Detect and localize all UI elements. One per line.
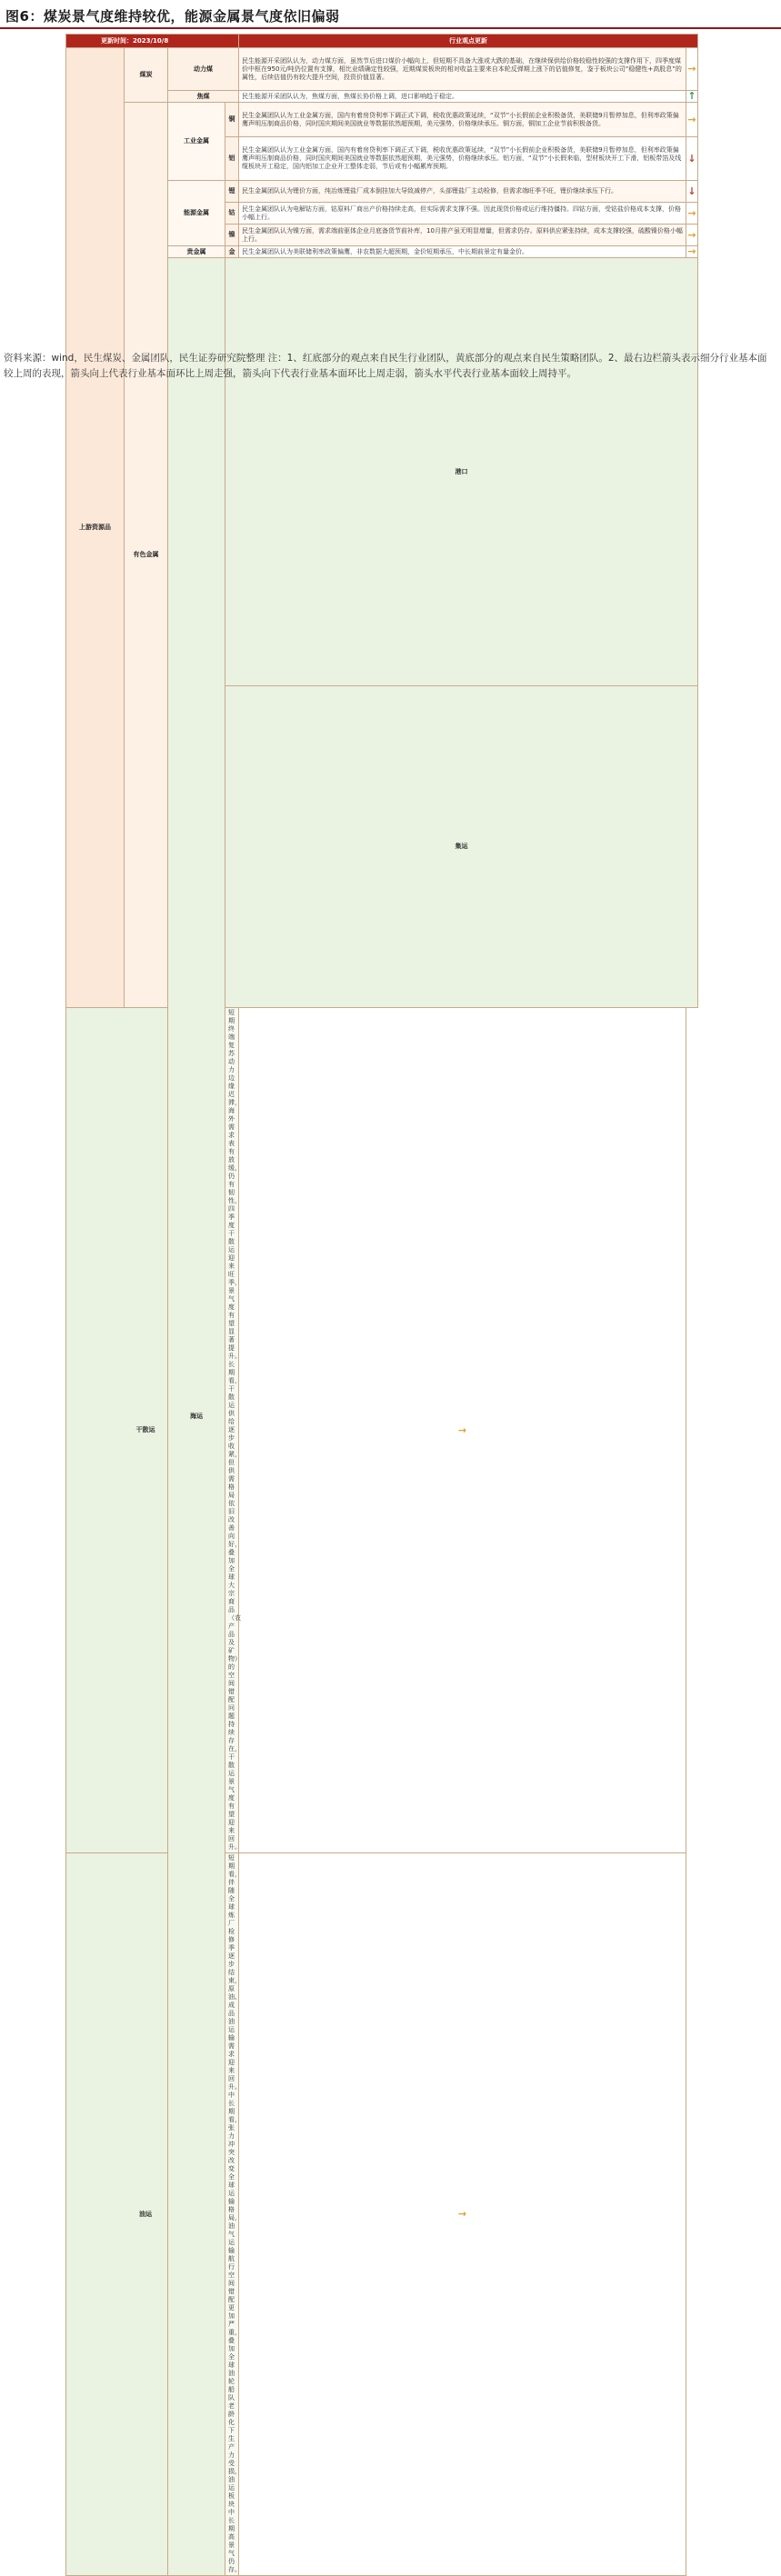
trend-flat-icon: → (687, 228, 696, 241)
trend-flat-icon: → (457, 1423, 467, 1436)
row-label: 金 (225, 246, 239, 258)
row-label: 动力煤 (168, 48, 239, 91)
industry-view-table (65, 34, 698, 2576)
row-label: 钴 (225, 203, 239, 225)
trend-up-icon: ↑ (687, 90, 696, 102)
viewpoint-header: 行业观点更新 (239, 35, 698, 48)
trend-cell (686, 225, 698, 246)
trend-cell (686, 137, 698, 181)
table-row (66, 1853, 698, 2576)
row-text: 民生金属团队认为工业金属方面，国内有着房贷利率下调正式下调，税收优惠政策延续，“双节”小长假前企业积极备货，美联储9月暂停加息，但利率政策偏鹰声明压制商品价格，同时国庆期间美国就业等数据依然超预期，美元强势，价格继续承压。铜方面，铜加工企业节前积极备货。 (239, 103, 686, 137)
row-text: 短期看，伴随全球炼厂检修季逐步结束，原油、成品油运输需求迎来回升。中长期看，张力冲突改变全球运输格局，油气运输航行空间错配更加严重，叠加全球油轮船队老龄化下生产力受损，油运板块中长期高景气仍存。 (225, 1853, 239, 2576)
row-text: 民生金属团队认为电解钴方面，钴原料厂商出产价格持续走高，但实际需求支撑不强。因此现货价格或运行维持僵持。四钴方面，受钴盐价格成本支撑，价格小幅上行。 (239, 203, 686, 225)
category-upstream: 上游资源品 (66, 48, 125, 1008)
row-label: 港口 (225, 258, 698, 686)
trend-flat-icon: → (457, 2208, 467, 2220)
row-text: 民生能源开采团队认为，焦煤方面，焦煤长协价格上调，进口影响趋于稳定。 (239, 91, 686, 103)
trend-cell (686, 48, 698, 91)
trend-cell (239, 1853, 686, 2576)
title-rule (0, 27, 781, 29)
category-shipping: 海运 (168, 258, 225, 2576)
row-text: 民生金属团队认为镍方面，需求端前驱体企业月底备货节前补库，10月排产虽无明显增量，但需求仍存。原料供应紧张持续，成本支撑较强，硫酸镍价格小幅上行。 (239, 225, 686, 246)
row-label: 锂 (225, 181, 239, 203)
row-text: 民生金属团队认为工业金属方面，国内有着房贷利率下调正式下调，税收优惠政策延续，“双节”小长假前企业积极备货，美联储9月暂停加息，但利率政策偏鹰声明压制商品价格，同时国庆期间美国就业等数据依然超预期，美元强势，价格继续承压。铝方面，“双节”小长假来临，型材板块开工下滑，铝板带箔及线缆板块开工稳定，国内铝加工企业开工整体走弱，节后或有小幅累库预期。 (239, 137, 686, 181)
category-precious-metals: 贵金属 (168, 246, 225, 258)
row-label: 焦煤 (168, 91, 239, 103)
row-text: 短期终端复苏动力边缘迟滞，海外需求表有放缓，仍有韧性，四季度干散运迎来旺季，景气度有望显著提升。长期看，干散运供给逐步收紧，但供需格局依旧改善向好，叠加全球大宗商品（农产品及矿物）的空间错配问题持续存在，干散运景气度有望迎来回升。 (225, 1008, 239, 1853)
trend-flat-icon: → (687, 245, 696, 257)
category-coal: 煤炭 (125, 48, 168, 103)
trend-cell (686, 91, 698, 103)
table-header-row (66, 35, 698, 48)
trend-cell (686, 203, 698, 225)
source-notes: 资料来源：wind，民生煤炭、金属团队，民生证券研究院整理 注：1、红底部分的观点来自民生行业团队，黄底部分的观点来自民生策略团队。2、最右边栏箭头表示细分行业基本面较上周的表现，箭头向上代表行业基本面环比上周走强，箭头向下代表行业基本面环比上周走弱，箭头水平代表行业基本面较上周持平。 (4, 353, 767, 379)
trend-cell (686, 246, 698, 258)
update-time-header: 更新时间：2023/10/8 (66, 35, 239, 48)
category-nonferrous: 有色金属 (125, 103, 168, 1008)
row-label: 铝 (225, 137, 239, 181)
table-row (66, 48, 698, 91)
row-text: 民生金属团队认为锂价方面，纯冶炼锂盐厂成本倒挂加大导致减停产，头部锂盐厂主动检修，但需求端旺季不旺，锂价继续承压下行。 (239, 181, 686, 203)
trend-cell (686, 103, 698, 137)
trend-flat-icon: → (687, 63, 696, 75)
category-energy-metals: 能源金属 (168, 181, 225, 246)
trend-down-icon: ↓ (687, 185, 696, 197)
row-label: 集运 (225, 686, 698, 1008)
category-industrial-metals: 工业金属 (168, 103, 225, 181)
row-label: 干散运 (66, 1008, 225, 1853)
table-row (66, 103, 698, 137)
row-text: 民生能源开采团队认为，动力煤方面，虽然节后进口煤价小幅向上，但短期不具备大涨或大跌的基础，在继续保供给价格较稳性较强的支撑作用下，四季度煤价中枢在950元/吨仍位置有支撑，相比业绩确定性较强，近期煤炭板块的相对收益主要来自本轮反弹期上涨下的估值修复，鉴于板块公司“稳健性+高股息”的属性，后续估值仍有较大提升空间，投资价值显著。 (239, 48, 686, 91)
trend-flat-icon: → (687, 206, 696, 219)
trend-cell (686, 181, 698, 203)
trend-down-icon: ↓ (687, 152, 696, 165)
row-label: 铜 (225, 103, 239, 137)
row-label: 镍 (225, 225, 239, 246)
row-text: 民生金属团队认为美联储利率政策偏鹰，非农数据大超预期，金价短期承压，中长期前景定有量金价。 (239, 246, 686, 258)
table-row (66, 1008, 698, 1853)
trend-cell (239, 1008, 686, 1853)
figure-title: 图6：煤炭景气度维持较优，能源金属景气度依旧偏弱 (5, 8, 340, 25)
row-label: 油运 (66, 1853, 225, 2576)
trend-flat-icon: → (687, 113, 696, 125)
